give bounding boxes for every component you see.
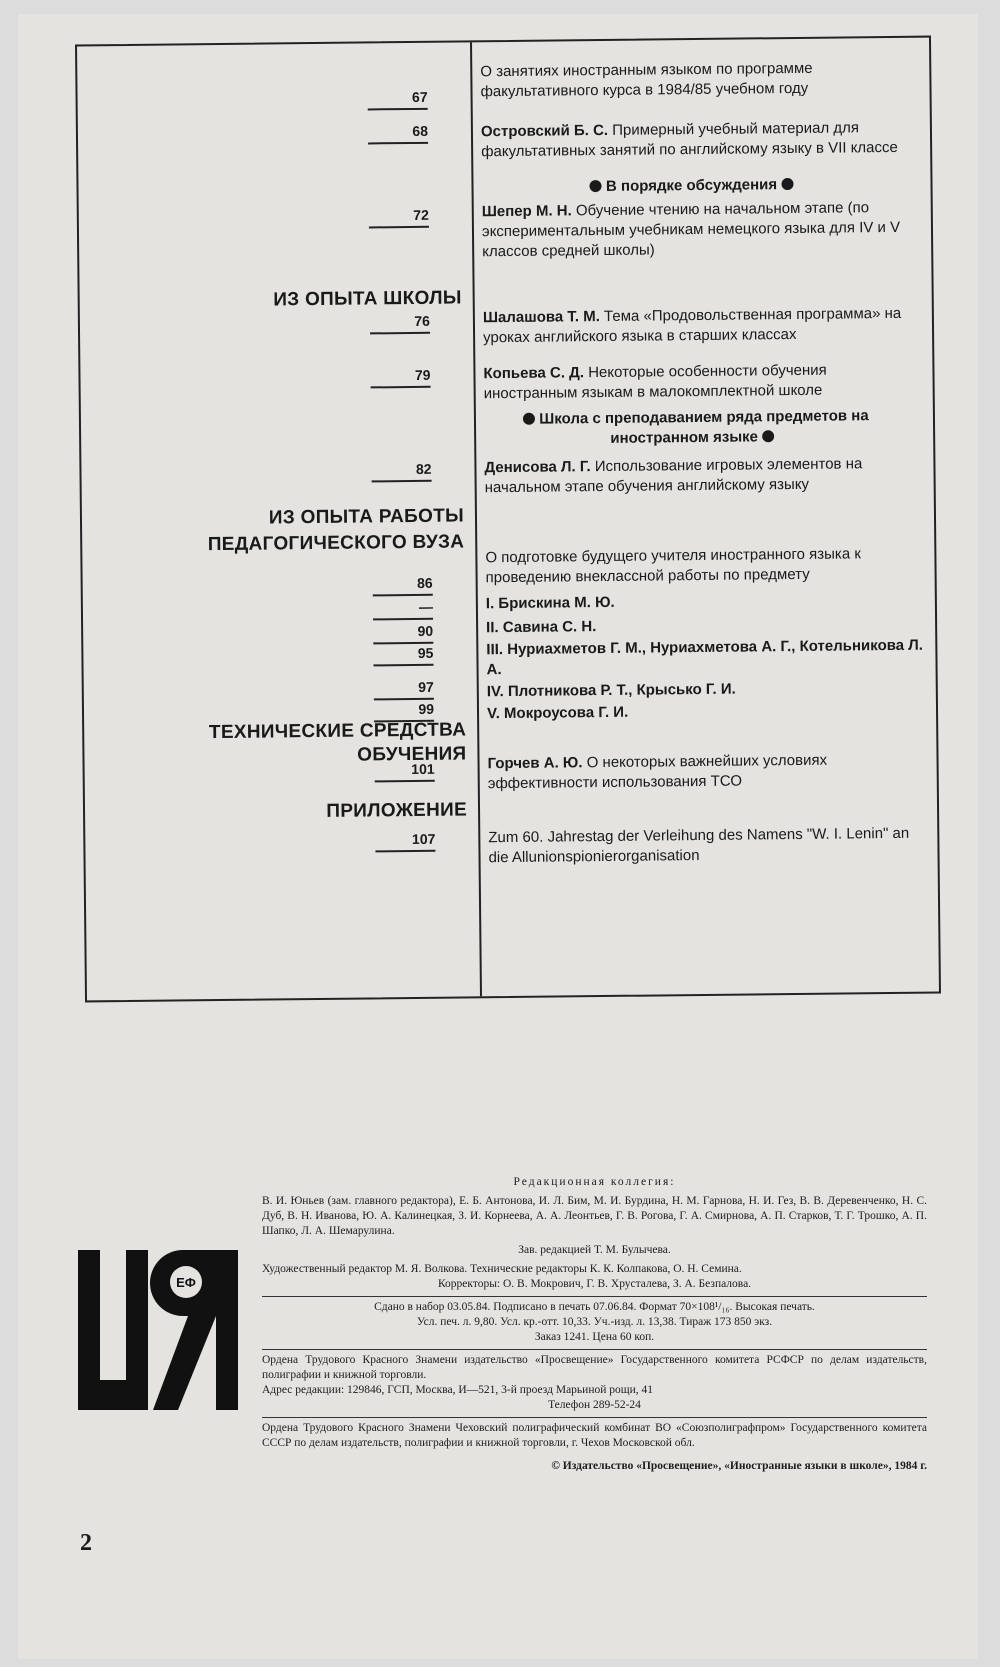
phone: Телефон 289-52-24 bbox=[548, 1399, 641, 1411]
board-heading: Редакционная коллегия: bbox=[513, 1176, 676, 1188]
imprint bbox=[262, 1175, 927, 1474]
divider bbox=[262, 1296, 927, 1297]
bullet-icon bbox=[523, 413, 535, 425]
toc-entry: Денисова Л. Г. Использование игровых элементов на начальном этапе обучения английскому языку bbox=[484, 455, 863, 497]
board-members: В. И. Юньев (зам. главного редактора), Е. Б. Антонова, И. Л. Бим, М. И. Бурдина, Н. М. Гарнова, Н. И. Гез, В. В. Деревенченко, Н. С. Дуб, В. Н. Иванова, Ю. А. Калинецкая, З. И. Корнеева, А. А. Леонтьев, Г. В. Рогова, Г. А. Смирнова, А. П. Старков, Т. Г. Трошко, А. П. Шапко, Л. А. Шемарулина. bbox=[262, 1195, 927, 1237]
page-number-99: 99 bbox=[374, 701, 434, 723]
toc-entry: V. Мокроусова Г. И. bbox=[486, 703, 629, 723]
divider bbox=[262, 1349, 927, 1350]
page-number-101: 101 bbox=[375, 761, 435, 783]
toc-entry: Шалашова Т. М. Тема «Продовольственная программа» на уроках английского языка в старших классах bbox=[482, 304, 902, 347]
page-number-82: 82 bbox=[371, 461, 431, 483]
page-number-79: 79 bbox=[370, 367, 430, 389]
toc-entry: Копьева С. Д. Некоторые особенности обучения иностранным языкам в малокомплектной школе bbox=[483, 361, 827, 403]
toc-entry: I. Брискина М. Ю. bbox=[485, 593, 615, 613]
section-university-experience-1: ИЗ ОПЫТА РАБОТЫ bbox=[268, 505, 465, 529]
toc-entry: Островский Б. С. Примерный учебный материал для факультативных занятий по английскому языку в VII классе bbox=[480, 119, 898, 161]
svg-text:ИЯ: ИЯ bbox=[78, 1230, 80, 1231]
subhead-discussion: В порядке обсуждения bbox=[481, 174, 901, 198]
page-number-90: 90 bbox=[373, 623, 433, 645]
toc-entry: III. Нуриахметов Г. М., Нуриахметова А. Г., Котельникова Л. А. bbox=[486, 636, 924, 679]
section-school-experience: ИЗ ОПЫТА ШКОЛЫ bbox=[273, 287, 462, 311]
table-of-contents bbox=[75, 36, 941, 1003]
section-technical-means-2: ОБУЧЕНИЯ bbox=[357, 743, 467, 766]
page-number-97: 97 bbox=[374, 679, 434, 701]
section-technical-means-1: ТЕХНИЧЕСКИЕ СРЕДСТВА bbox=[208, 719, 467, 744]
page-number: 2 bbox=[80, 1530, 92, 1556]
page-number-95: 95 bbox=[373, 645, 433, 667]
journal-logo-icon bbox=[78, 1230, 238, 1430]
bullet-icon bbox=[590, 180, 602, 192]
copyright: © Издательство «Просвещение», «Иностранные языки в школе», 1984 г. bbox=[551, 1460, 927, 1472]
divider bbox=[262, 1417, 927, 1418]
column-divider bbox=[470, 42, 482, 996]
page-number-dash: — bbox=[373, 599, 433, 621]
subhead-foreign-language-school: Школа с преподаванием ряда предметов на иностранном языке bbox=[484, 406, 904, 450]
proofreaders: Корректоры: О. В. Мокрович, Г. В. Хрусталева, З. А. Безпалова. bbox=[437, 1278, 752, 1290]
address: Адрес редакции: 129846, ГСП, Москва, И—521, 3-й проезд Марьиной рощи, 41 bbox=[262, 1384, 654, 1396]
toc-entry: Шепер М. Н. Обучение чтению на начальном этапе (по экспериментальным учебникам немецкого языка для IV и V классов средней школы) bbox=[481, 199, 901, 261]
toc-entry: II. Савина С. Н. bbox=[486, 618, 597, 637]
page-number-67: 67 bbox=[367, 89, 427, 111]
logo-badge: ЕФ bbox=[176, 1275, 196, 1290]
page-number-68: 68 bbox=[368, 123, 428, 145]
print-info-2: Усл. печ. л. 9,80. Усл. кр.-отт. 10,33. Уч.-изд. л. 13,38. Тираж 173 850 экз. bbox=[416, 1316, 773, 1328]
toc-entry: О занятиях иностранным языком по программе факультативного курса в 1984/85 учебном году bbox=[480, 59, 813, 101]
publisher: Ордена Трудового Красного Знамени издательство «Просвещение» Государственного комитета РСФСР по делам издательств, полиграфии и книжной торговли. bbox=[262, 1354, 927, 1381]
section-appendix: ПРИЛОЖЕНИЕ bbox=[326, 799, 468, 822]
bullet-icon bbox=[781, 178, 793, 190]
page-number-107: 107 bbox=[375, 831, 435, 853]
page-number-76: 76 bbox=[370, 313, 430, 335]
toc-entry: Горчев А. Ю. О некоторых важнейших условиях эффективности использования ТСО bbox=[487, 751, 828, 793]
editors: Художественный редактор М. Я. Волкова. Технические редакторы К. К. Колпакова, О. Н. Семина. bbox=[262, 1263, 742, 1275]
print-info-3: Заказ 1241. Цена 60 коп. bbox=[534, 1331, 655, 1343]
page-number-86: 86 bbox=[373, 575, 433, 597]
toc-entry: IV. Плотникова Р. Т., Крысько Г. И. bbox=[486, 680, 736, 701]
page-number-72: 72 bbox=[369, 207, 429, 229]
section-university-experience-2: ПЕДАГОГИЧЕСКОГО ВУЗА bbox=[207, 531, 465, 556]
printer: Ордена Трудового Красного Знамени Чеховский полиграфический комбинат ВО «Союзполиграфпром» Государственного комитета СССР по делам издательств, полиграфии и книжной торговли, г. Чехов Московской обл. bbox=[262, 1422, 927, 1449]
editorial-head: Зав. редакцией Т. М. Булычева. bbox=[518, 1244, 671, 1256]
print-info-1: Сдано в набор 03.05.84. Подписано в печать 07.06.84. Формат 70×108¹/₁₆. Высокая печать. bbox=[374, 1301, 815, 1313]
toc-entry: О подготовке будущего учителя иностранного языка к проведению внеклассной работы по предмету bbox=[485, 545, 861, 587]
bullet-icon bbox=[762, 430, 774, 442]
toc-entry: Zum 60. Jahrestag der Verleihung des Namens "W. I. Lenin" an die Allunionspionierorganisation bbox=[488, 824, 910, 867]
